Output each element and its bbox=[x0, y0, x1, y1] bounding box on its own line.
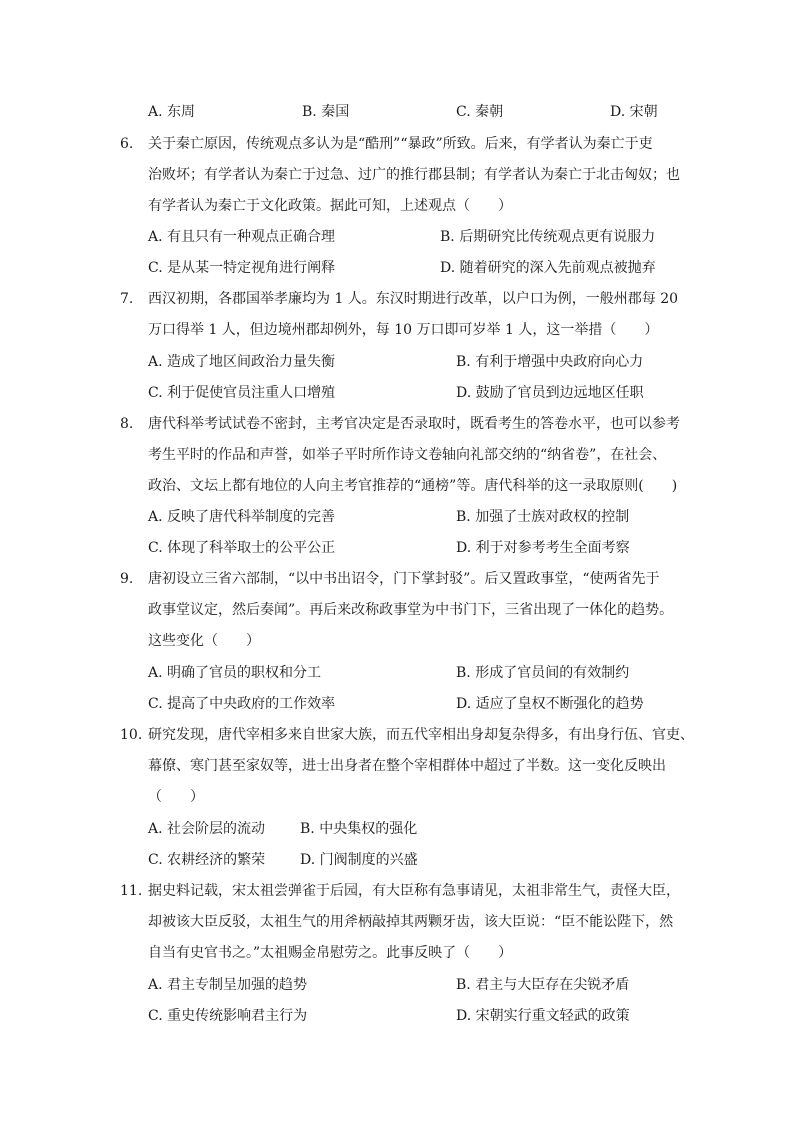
q11-option-a: A. 君主专制呈加强的趋势 bbox=[148, 977, 308, 993]
q7-stem-line: 万口得举 1 人，但边境州郡却例外，每 10 万口即可岁举 1 人，这一举措（ ） bbox=[148, 322, 659, 338]
q9-option-d: D. 适应了皇权不断强化的趋势 bbox=[456, 696, 644, 712]
q6-number: 6. bbox=[120, 136, 134, 152]
q9-stem-line: 政事堂议定，然后奏闻”。再后来改称政事堂为中书门下，三省出现了一体化的趋势。 bbox=[148, 602, 674, 618]
q7-number: 7. bbox=[120, 291, 134, 307]
q7-option-a: A. 造成了地区间政治力量失衡 bbox=[148, 354, 336, 370]
q7-stem-line: 西汉初期，各郡国举孝廉均为 1 人。东汉时期进行改革，以户口为例，一般州郡每 20 bbox=[148, 291, 679, 307]
q8-option-b: B. 加强了士族对政权的控制 bbox=[456, 509, 630, 525]
q10-number: 10. bbox=[120, 727, 143, 743]
q6-option-a: A. 有且只有一种观点正确合理 bbox=[148, 229, 336, 245]
q11-number: 11. bbox=[120, 883, 143, 899]
q9-option-c: C. 提高了中央政府的工作效率 bbox=[148, 696, 336, 712]
q9-stem-line: 这些变化（ ） bbox=[148, 633, 260, 649]
q6-stem-line: 关于秦亡原因，传统观点多认为是“酷刑”“暴政”所致。后来，有学者认为秦亡于吏 bbox=[148, 136, 653, 152]
q5-option-d: D. 宋朝 bbox=[610, 104, 658, 120]
q6-option-d: D. 随着研究的深入先前观点被抛弃 bbox=[440, 260, 656, 276]
q11-stem-line: 据史料记载，宋太祖尝弹雀于后园，有大臣称有急事请见，太祖非常生气，责怪大臣， bbox=[148, 883, 680, 899]
q5-option-a: A. 东周 bbox=[148, 104, 196, 120]
q9-number: 9. bbox=[120, 571, 134, 587]
q6-option-c: C. 是从某一特定视角进行阐释 bbox=[148, 260, 336, 276]
q8-option-d: D. 利于对参考考生全面考察 bbox=[456, 540, 630, 556]
q6-stem-line: 治败坏；有学者认为秦亡于过急、过广的推行郡县制；有学者认为秦亡于北击匈奴；也 bbox=[148, 167, 680, 183]
q11-option-d: D. 宋朝实行重文轻武的政策 bbox=[456, 1008, 630, 1024]
q7-option-b: B. 有利于增强中央政府向心力 bbox=[456, 354, 644, 370]
q10-option-b: B. 中央集权的强化 bbox=[300, 821, 418, 837]
q10-option-c: C. 农耕经济的繁荣 bbox=[148, 852, 266, 868]
q6-option-b: B. 后期研究比传统观点更有说服力 bbox=[440, 229, 656, 245]
q9-option-a: A. 明确了官员的职权和分工 bbox=[148, 665, 322, 681]
q7-option-c: C. 利于促使官员注重人口增殖 bbox=[148, 385, 336, 401]
q9-stem-line: 唐初设立三省六部制，“以中书出诏令，门下掌封驳”。后又置政事堂，“使两省先于 bbox=[148, 571, 660, 587]
q8-option-a: A. 反映了唐代科举制度的完善 bbox=[148, 509, 336, 525]
q8-stem-line: 考生平时的作品和声誉，如举子平时所作诗文卷轴向礼部交纳的“纳省卷”，在社会、 bbox=[148, 447, 667, 463]
q11-option-b: B. 君主与大臣存在尖锐矛盾 bbox=[456, 977, 630, 993]
q11-stem-line: 自当有史官书之。”太祖赐金帛慰劳之。此事反映了（ ） bbox=[148, 945, 513, 961]
q11-option-c: C. 重史传统影响君主行为 bbox=[148, 1008, 308, 1024]
q6-stem-line: 有学者认为秦亡于文化政策。据此可知，上述观点（ ） bbox=[148, 198, 512, 214]
q8-number: 8. bbox=[120, 416, 134, 432]
q8-stem-line: 政治、文坛上都有地位的人向主考官推荐的“通榜”等。唐代科举的这一录取原则( ) bbox=[148, 478, 678, 494]
q8-stem-line: 唐代科举考试试卷不密封，主考官决定是否录取时，既看考生的答卷水平，也可以参考 bbox=[148, 416, 680, 432]
q5-option-c: C. 秦朝 bbox=[456, 104, 504, 120]
q10-stem-line: （ ） bbox=[148, 789, 204, 805]
q10-stem-line: 研究发现，唐代宰相多来自世家大族，而五代宰相出身却复杂得多，有出身行伍、官吏、 bbox=[148, 727, 694, 743]
q5-option-b: B. 秦国 bbox=[302, 104, 350, 120]
q10-option-a: A. 社会阶层的流动 bbox=[148, 821, 266, 837]
q10-stem-line: 幕僚、寒门甚至家奴等，进士出身者在整个宰相群体中超过了半数。这一变化反映出 bbox=[148, 758, 666, 774]
q10-option-d: D. 门阀制度的兴盛 bbox=[300, 852, 418, 868]
q11-stem-line: 却被该大臣反驳，太祖生气的用斧柄敲掉其两颗牙齿，该大臣说：“臣不能讼陛下，然 bbox=[148, 914, 674, 930]
q9-option-b: B. 形成了官员间的有效制约 bbox=[456, 665, 630, 681]
q7-option-d: D. 鼓励了官员到边远地区任职 bbox=[456, 385, 644, 401]
q8-option-c: C. 体现了科举取士的公平公正 bbox=[148, 540, 336, 556]
